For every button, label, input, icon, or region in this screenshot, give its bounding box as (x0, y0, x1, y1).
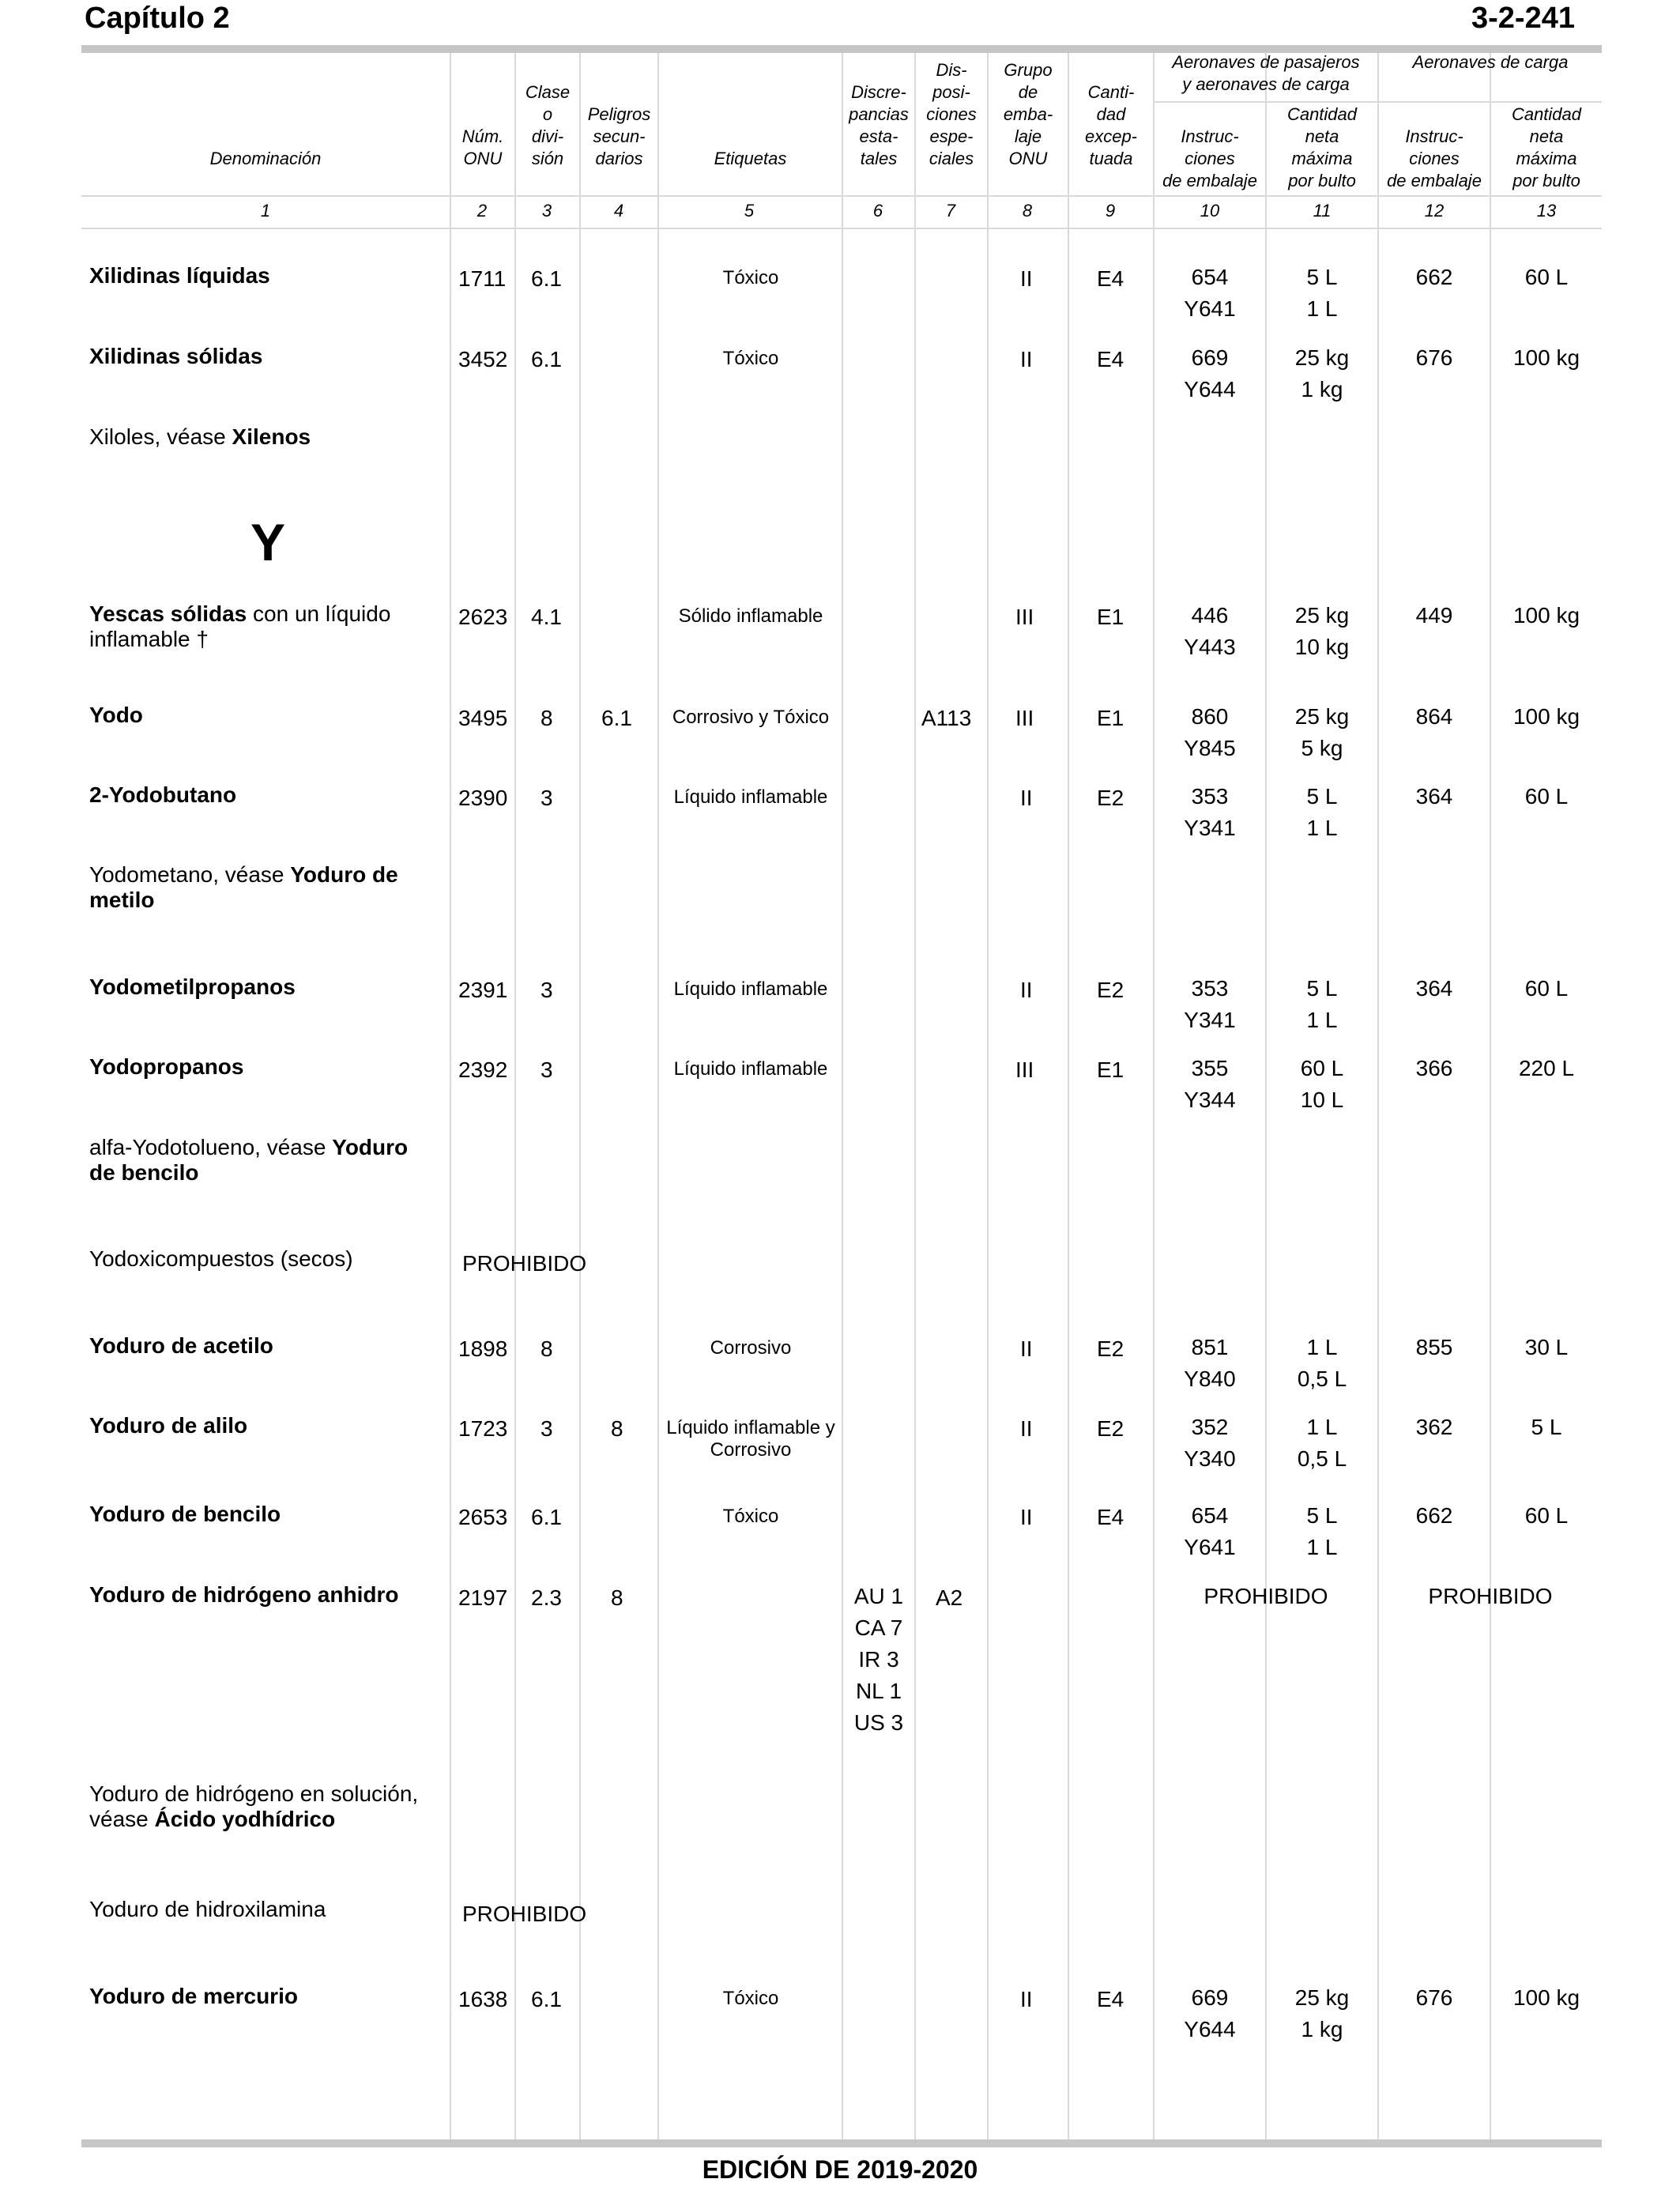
cargo-packing-instruction: 864 (1415, 704, 1453, 729)
section-letter: Y (250, 513, 286, 571)
col-header-instrucciones-pax: Instruc- ciones de embalaje (1162, 126, 1257, 190)
special-provision: A113 (921, 706, 972, 730)
cargo-packing-instruction: 662 (1415, 265, 1453, 289)
pax-max-quantity: 25 kg 5 kg (1294, 704, 1350, 760)
col-group-carga: Aeronaves de carga (1412, 52, 1569, 72)
col-number: 11 (1313, 201, 1332, 221)
col-header-grupo-embalaje: Grupo de emba- laje ONU (1003, 60, 1053, 168)
col-header-clase: Clase o divi- sión (525, 82, 571, 168)
un-number: 2390 (458, 786, 508, 810)
subsidiary-hazard: 8 (611, 1416, 623, 1441)
pax-packing-instruction: 669 Y644 (1184, 1985, 1236, 2041)
prohibited-status: PROHIBIDO (462, 1251, 587, 1276)
cargo-max-quantity: 60 L (1524, 976, 1569, 1001)
class-division: 3 (541, 786, 553, 810)
col-number: 10 (1200, 201, 1220, 221)
un-number: 2197 (458, 1585, 508, 1610)
pax-max-quantity: 5 L 1 L (1306, 1503, 1338, 1559)
pax-packing-instruction: 446 Y443 (1184, 603, 1236, 659)
col-number: 4 (613, 201, 624, 221)
cargo-max-quantity: 100 kg (1512, 1985, 1580, 2010)
cargo-max-quantity: 60 L (1524, 1503, 1569, 1528)
subsidiary-hazard: 8 (611, 1585, 623, 1610)
pax-packing-instruction: 654 Y641 (1184, 265, 1236, 321)
state-variations: AU 1 CA 7 IR 3 NL 1 US 3 (853, 1584, 904, 1735)
pax-max-quantity: 25 kg 10 kg (1294, 603, 1350, 659)
class-division: 3 (541, 1416, 553, 1441)
pax-packing-instruction: 654 Y641 (1184, 1503, 1236, 1559)
packing-group: II (1020, 978, 1033, 1002)
class-division: 8 (541, 706, 553, 730)
entry-name: Yescas sólidas con un líquido inflamable † (89, 601, 391, 651)
col-number: 13 (1536, 201, 1557, 221)
cargo-packing-instruction: 676 (1415, 345, 1453, 370)
un-number: 2391 (458, 978, 508, 1002)
cargo-max-quantity: 100 kg (1512, 704, 1580, 729)
col-header-discrepancias: Discre- pancias esta- tales (849, 82, 909, 168)
cargo-max-quantity: 100 kg (1512, 603, 1580, 628)
cargo-packing-instruction: 449 (1415, 603, 1453, 628)
packing-group: II (1020, 1416, 1033, 1441)
special-provision: A2 (936, 1585, 963, 1610)
cargo-prohibited: PROHIBIDO (1428, 1584, 1553, 1608)
entry-name: Yoduro de hidroxilamina (89, 1897, 326, 1921)
bottom-rule (81, 2139, 1602, 2147)
prohibited-status: PROHIBIDO (462, 1902, 587, 1926)
excepted-quantity: E1 (1097, 605, 1124, 629)
pax-max-quantity: 5 L 1 L (1306, 784, 1338, 840)
pax-packing-instruction: 851 Y840 (1184, 1335, 1236, 1391)
page-number: 3-2-241 (1471, 2, 1575, 35)
entry-name: Xilidinas sólidas (89, 344, 263, 368)
entry-name: Yoduro de mercurio (89, 1984, 298, 2008)
class-division: 2.3 (531, 1585, 562, 1610)
entry-name: Yodo (89, 703, 143, 727)
pax-max-quantity: 1 L 0,5 L (1297, 1415, 1347, 1471)
excepted-quantity: E2 (1097, 1336, 1124, 1361)
un-number: 3495 (458, 706, 508, 730)
excepted-quantity: E4 (1097, 1987, 1124, 2011)
cargo-max-quantity: 220 L (1518, 1056, 1575, 1080)
cross-reference: alfa-Yodotolueno, véase Yoduro de bencilo (89, 1135, 409, 1185)
label: Tóxico (722, 1506, 779, 1527)
packing-group: III (1015, 706, 1034, 730)
entry-name: Yoduro de acetilo (89, 1333, 273, 1358)
packing-group: II (1020, 266, 1033, 291)
col-number: 5 (744, 201, 755, 221)
cargo-packing-instruction: 366 (1415, 1056, 1453, 1080)
entry-name: Yoduro de hidrógeno anhidro (89, 1582, 399, 1607)
entry-name: Yodometilpropanos (89, 974, 296, 999)
col-number: 8 (1022, 201, 1033, 221)
pax-packing-instruction: 352 Y340 (1184, 1415, 1236, 1471)
un-number: 3452 (458, 347, 508, 371)
label: Líquido inflamable (673, 1058, 828, 1080)
col-header-etiquetas: Etiquetas (714, 149, 787, 168)
label: Líquido inflamable (673, 978, 828, 1000)
un-number: 1723 (458, 1416, 508, 1441)
entry-name: 2-Yodobutano (89, 782, 237, 807)
excepted-quantity: E4 (1097, 266, 1124, 291)
pax-packing-instruction: 860 Y845 (1184, 704, 1236, 760)
col-header-cantidad-exceptuada: Canti- dad excep- tuada (1084, 82, 1138, 168)
class-division: 3 (541, 1057, 553, 1082)
entry-name: Yodoxicompuestos (secos) (89, 1246, 353, 1271)
pax-max-quantity: 60 L 10 L (1300, 1056, 1344, 1112)
col-number: 3 (541, 201, 552, 221)
pax-max-quantity: 5 L 1 L (1306, 976, 1338, 1032)
label: Tóxico (722, 348, 779, 369)
un-number: 2623 (458, 605, 508, 629)
packing-group: II (1020, 1987, 1033, 2011)
col-number: 12 (1424, 201, 1445, 221)
label: Corrosivo y Tóxico (672, 707, 830, 728)
excepted-quantity: E2 (1097, 1416, 1124, 1441)
class-division: 6.1 (531, 347, 562, 371)
packing-group: II (1020, 1336, 1033, 1361)
entry-name: Yoduro de bencilo (89, 1502, 281, 1526)
label: Tóxico (722, 1988, 779, 2009)
excepted-quantity: E1 (1097, 706, 1124, 730)
cargo-packing-instruction: 364 (1415, 976, 1453, 1001)
entry-name: Yodopropanos (89, 1054, 244, 1079)
excepted-quantity: E4 (1097, 1505, 1124, 1529)
col-header-disposiciones: Dis- posi- ciones espe- ciales (926, 60, 977, 168)
cross-reference: Yoduro de hidrógeno en solución, véase Ácido yodhídrico (89, 1781, 419, 1831)
class-division: 6.1 (531, 1987, 562, 2011)
col-header-peligros: Peligros secun- darios (587, 104, 651, 168)
pax-packing-instruction: 355 Y344 (1184, 1056, 1236, 1112)
label: Tóxico (722, 267, 779, 288)
cross-reference: Xiloles, véase Xilenos (89, 424, 311, 449)
pax-max-quantity: 25 kg 1 kg (1294, 345, 1350, 401)
excepted-quantity: E1 (1097, 1057, 1124, 1082)
cargo-packing-instruction: 662 (1415, 1503, 1453, 1528)
label: Corrosivo (710, 1337, 792, 1359)
col-header-instrucciones-carga: Instruc- ciones de embalaje (1387, 126, 1482, 190)
un-number: 2392 (458, 1057, 508, 1082)
pax-packing-instruction: 669 Y644 (1184, 345, 1236, 401)
col-header-cantidad-pax: Cantidad neta máxima por bulto (1286, 104, 1358, 190)
col-header-cantidad-carga: Cantidad neta máxima por bulto (1511, 104, 1582, 190)
packing-group: II (1020, 347, 1033, 371)
edition-footer: EDICIÓN DE 2019-2020 (702, 2155, 978, 2184)
pax-max-quantity: 1 L 0,5 L (1297, 1335, 1347, 1391)
class-division: 4.1 (531, 605, 562, 629)
col-number: 9 (1105, 201, 1116, 221)
packing-group: II (1020, 786, 1033, 810)
class-division: 8 (541, 1336, 553, 1361)
pax-max-quantity: 25 kg 1 kg (1294, 1985, 1350, 2041)
cross-reference: Yodometano, véase Yoduro de metilo (89, 862, 398, 912)
label: Líquido inflamable y Corrosivo (666, 1417, 835, 1461)
excepted-quantity: E4 (1097, 347, 1124, 371)
pax-max-quantity: 5 L 1 L (1306, 265, 1338, 321)
class-division: 3 (541, 978, 553, 1002)
entry-name: Yoduro de alilo (89, 1413, 248, 1438)
col-header-num-onu: Núm. ONU (461, 126, 504, 168)
col-number: 7 (945, 201, 956, 221)
cargo-max-quantity: 30 L (1524, 1335, 1569, 1359)
cargo-max-quantity: 60 L (1524, 784, 1569, 809)
packing-group: III (1015, 605, 1034, 629)
pax-packing-instruction: 353 Y341 (1184, 784, 1236, 840)
un-number: 1898 (458, 1336, 508, 1361)
chapter-title: Capítulo 2 (85, 2, 230, 35)
cargo-packing-instruction: 362 (1415, 1415, 1453, 1439)
cargo-packing-instruction: 364 (1415, 784, 1453, 809)
excepted-quantity: E2 (1097, 978, 1124, 1002)
pax-packing-instruction: 353 Y341 (1184, 976, 1236, 1032)
un-number: 1638 (458, 1987, 508, 2011)
col-group-pasajeros: Aeronaves de pasajeros y aeronaves de carga (1172, 52, 1360, 94)
un-number: 2653 (458, 1505, 508, 1529)
class-division: 6.1 (531, 266, 562, 291)
un-number: 1711 (458, 266, 507, 291)
label: Líquido inflamable (673, 786, 828, 808)
cargo-max-quantity: 60 L (1524, 265, 1569, 289)
packing-group: III (1015, 1057, 1034, 1082)
class-division: 6.1 (531, 1505, 562, 1529)
col-number: 2 (477, 201, 488, 221)
subsidiary-hazard: 6.1 (601, 706, 632, 730)
cargo-packing-instruction: 676 (1415, 1985, 1453, 2010)
excepted-quantity: E2 (1097, 786, 1124, 810)
col-header-denominacion: Denominación (209, 149, 322, 168)
cargo-max-quantity: 5 L (1531, 1415, 1562, 1439)
col-number: 6 (872, 201, 883, 221)
packing-group: II (1020, 1505, 1033, 1529)
entry-name: Xilidinas líquidas (89, 263, 270, 288)
cargo-max-quantity: 100 kg (1512, 345, 1580, 370)
cargo-packing-instruction: 855 (1415, 1335, 1453, 1359)
pax-prohibited: PROHIBIDO (1203, 1584, 1328, 1608)
col-number: 1 (260, 201, 271, 221)
label: Sólido inflamable (678, 605, 823, 627)
